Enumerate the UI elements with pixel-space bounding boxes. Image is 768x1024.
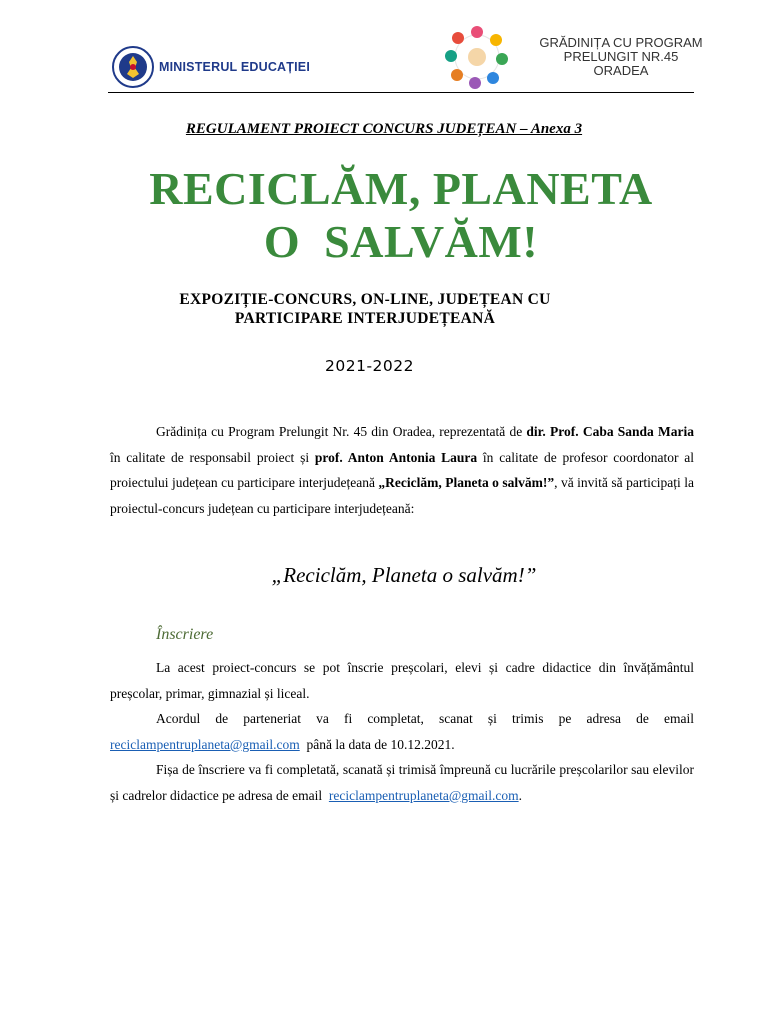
registration-paragraph-1: La acest proiect-concurs se pot înscrie preșcolari, elevi și cadre didactice din învățământul preșcolar, primar, gimnazial și liceal. xyxy=(110,660,694,701)
kindergarten-line-3: ORADEA xyxy=(593,63,649,78)
subtitle-line-2: PARTICIPARE INTERJUDEȚEANĂ xyxy=(234,310,496,327)
kindergarten-line-1: GRĂDINIȚA CU PROGRAM xyxy=(539,35,703,50)
intro-paragraph xyxy=(110,419,694,521)
government-seal-icon xyxy=(112,46,154,88)
registration-paragraph-2: Acordul de parteneriat va fi completat, scanat și trimis pe adresa de email reciclampentruplaneta@gmail.com până la data de 10.12.2021. xyxy=(110,711,694,752)
intro-text-1: Grădinița cu Program Prelungit Nr. 45 din Oradea, reprezentată de xyxy=(156,424,527,439)
email-link-2[interactable]: reciclampentruplaneta@gmail.com xyxy=(328,787,519,803)
ministry-name: MINISTERUL EDUCAȚIEI xyxy=(159,60,310,74)
project-quote: „Reciclăm, Planeta o salvăm!” xyxy=(271,563,537,587)
ministry-logo xyxy=(112,46,310,88)
coordinator-name: prof. Anton Antonia Laura xyxy=(314,449,478,465)
intro-text-3: în calitate de profesor coordonator al proiectului județean cu participare interjudețeană xyxy=(110,449,694,490)
project-name: „Reciclăm, Planeta o salvăm!” xyxy=(378,475,555,490)
main-title xyxy=(0,162,768,268)
header-divider xyxy=(108,92,694,93)
intro-text-2: în calitate de responsabil proiect și xyxy=(110,449,315,465)
subtitle-line-1: EXPOZIȚIE-CONCURS, ON-LINE, JUDEȚEAN CU xyxy=(179,291,551,308)
registration-section xyxy=(110,655,694,808)
kindergarten-line-2: PRELUNGIT NR.45 xyxy=(563,49,679,64)
email-link-1[interactable]: reciclampentruplaneta@gmail.com xyxy=(110,736,300,752)
annex-title: REGULAMENT PROIECT CONCURS JUDEȚEAN – Anexa 3 xyxy=(185,121,583,137)
school-years: 2021-2022 xyxy=(325,357,414,375)
kindergarten-name xyxy=(516,36,726,78)
director-name: dir. Prof. Caba Sanda Maria xyxy=(526,424,694,439)
children-circle-icon xyxy=(442,22,512,92)
main-title-line-2: O SALVĂM! xyxy=(263,216,539,267)
intro-text-4: , vă invită să participați la proiectul-concurs județean cu participare interjudețeană: xyxy=(110,475,695,516)
section-heading-registration: Înscriere xyxy=(156,626,214,643)
page-header xyxy=(108,22,703,94)
main-title-line-1: RECICLĂM, PLANETA xyxy=(149,163,653,214)
subtitle xyxy=(0,290,730,328)
registration-paragraph-3: Fișa de înscriere va fi completată, scanată și trimisă împreună cu lucrările preșcolarilor sau elevilor și cadrelor didactice pe adresa de email reciclampentruplaneta@gmail.com. xyxy=(110,762,694,803)
kindergarten-logo xyxy=(442,22,726,92)
